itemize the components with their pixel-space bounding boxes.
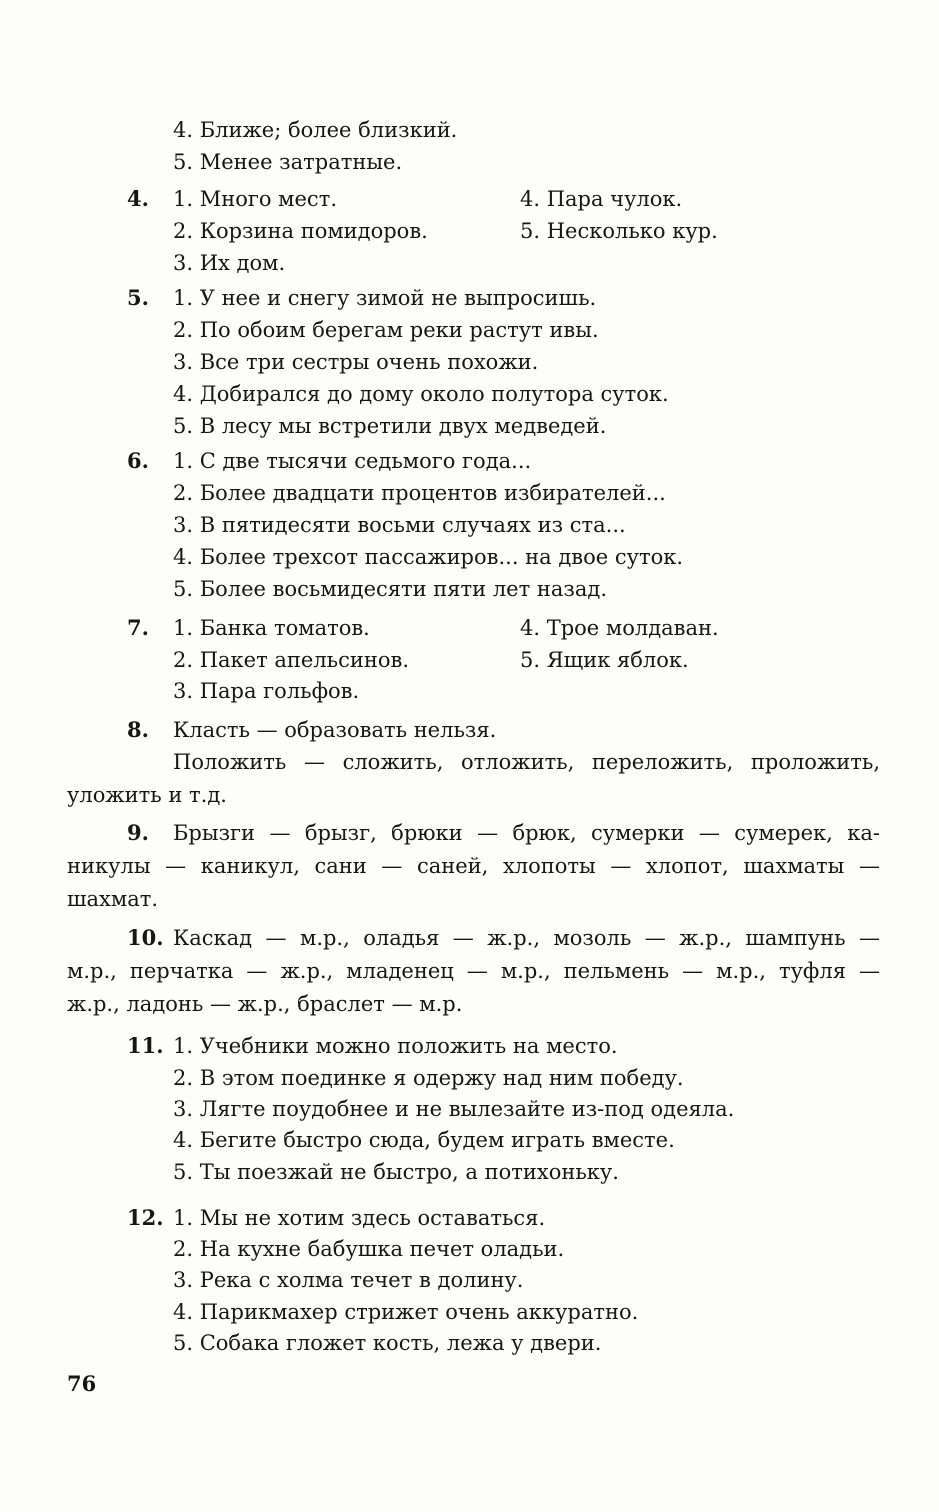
s9-number: 9. [127,820,149,845]
s6-number: 6. [127,448,149,473]
s4-line-5: 5. Несколько кур. [520,219,718,243]
s11-line-4: 4. Бегите быстро сюда, будем играть вместе. [173,1128,675,1152]
s12-line-5: 5. Собака гложет кость, лежа у двери. [173,1331,602,1355]
s11-line-3: 3. Лягте поудобнее и не вылезайте из-под одеяла. [173,1097,735,1121]
s5-line-2: 2. По обоим берегам реки растут ивы. [173,318,599,342]
s6-line-4: 4. Более трехсот пассажиров... на двое суток. [173,545,684,569]
s9-line-3: шахмат. [67,887,159,911]
s4-line-2: 2. Корзина помидоров. [173,219,428,243]
s12-line-4: 4. Парикмахер стрижет очень аккуратно. [173,1300,639,1324]
s5-line-1: 1. У нее и снегу зимой не выпросишь. [173,286,597,310]
s5-number: 5. [127,285,149,310]
s4-number: 4. [127,186,149,211]
page-number: 76 [67,1371,97,1396]
s8-line-1: Класть — образовать нельзя. [173,718,497,742]
s7-number: 7. [127,615,149,640]
s12-line-1: 1. Мы не хотим здесь оставаться. [173,1206,546,1230]
s8-line-2: Положить — сложить, отложить, переложить, проложить, [173,750,880,774]
s11-line-5: 5. Ты поезжай не быстро, а потихоньку. [173,1160,619,1184]
s4-line-4: 4. Пара чулок. [520,187,683,211]
s11-number: 11. [127,1033,164,1058]
s12-line-2: 2. На кухне бабушка печет оладьи. [173,1237,565,1261]
s4-line-1: 1. Много мест. [173,187,337,211]
s10-number: 10. [127,925,164,950]
s7-line-3: 3. Пара гольфов. [173,679,360,703]
s11-line-1: 1. Учебники можно положить на место. [173,1034,618,1058]
s12-line-3: 3. Река с холма течет в долину. [173,1268,524,1292]
s10-line-1: Каскад — м.р., оладья — ж.р., мозоль — ж.р., шампунь — [173,926,880,950]
s10-line-2: м.р., перчатка — ж.р., младенец — м.р., пельмень — м.р., туфля — [67,959,880,983]
s4-line-3: 3. Их дом. [173,251,286,275]
s11-line-2: 2. В этом поединке я одержу над ним победу. [173,1066,684,1090]
s7-line-2: 2. Пакет апельсинов. [173,648,410,672]
s3-line-4: 4. Ближе; более близкий. [173,118,458,142]
s7-line-5: 5. Ящик яблок. [520,648,689,672]
s5-line-4: 4. Добирался до дому около полутора суток. [173,382,669,406]
s8-line-3: уложить и т.д. [67,783,227,807]
s6-line-5: 5. Более восьмидесяти пяти лет назад. [173,577,607,601]
s7-line-1: 1. Банка томатов. [173,616,370,640]
s6-line-3: 3. В пятидесяти восьми случаях из ста... [173,513,626,537]
s3-line-5: 5. Менее затратные. [173,150,403,174]
s6-line-1: 1. С две тысячи седьмого года... [173,449,532,473]
s7-line-4: 4. Трое молдаван. [520,616,719,640]
s9-line-2: никулы — каникул, сани — саней, хлопоты — хлопот, шахматы — [67,854,880,878]
s8-number: 8. [127,717,149,742]
s5-line-5: 5. В лесу мы встретили двух медведей. [173,414,607,438]
s6-line-2: 2. Более двадцати процентов избирателей... [173,481,666,505]
s10-line-3: ж.р., ладонь — ж.р., браслет — м.р. [67,992,463,1016]
s9-line-1: Брызги — брызг, брюки — брюк, сумерки — сумерек, ка- [173,821,880,845]
s12-number: 12. [127,1205,164,1230]
s5-line-3: 3. Все три сестры очень похожи. [173,350,539,374]
